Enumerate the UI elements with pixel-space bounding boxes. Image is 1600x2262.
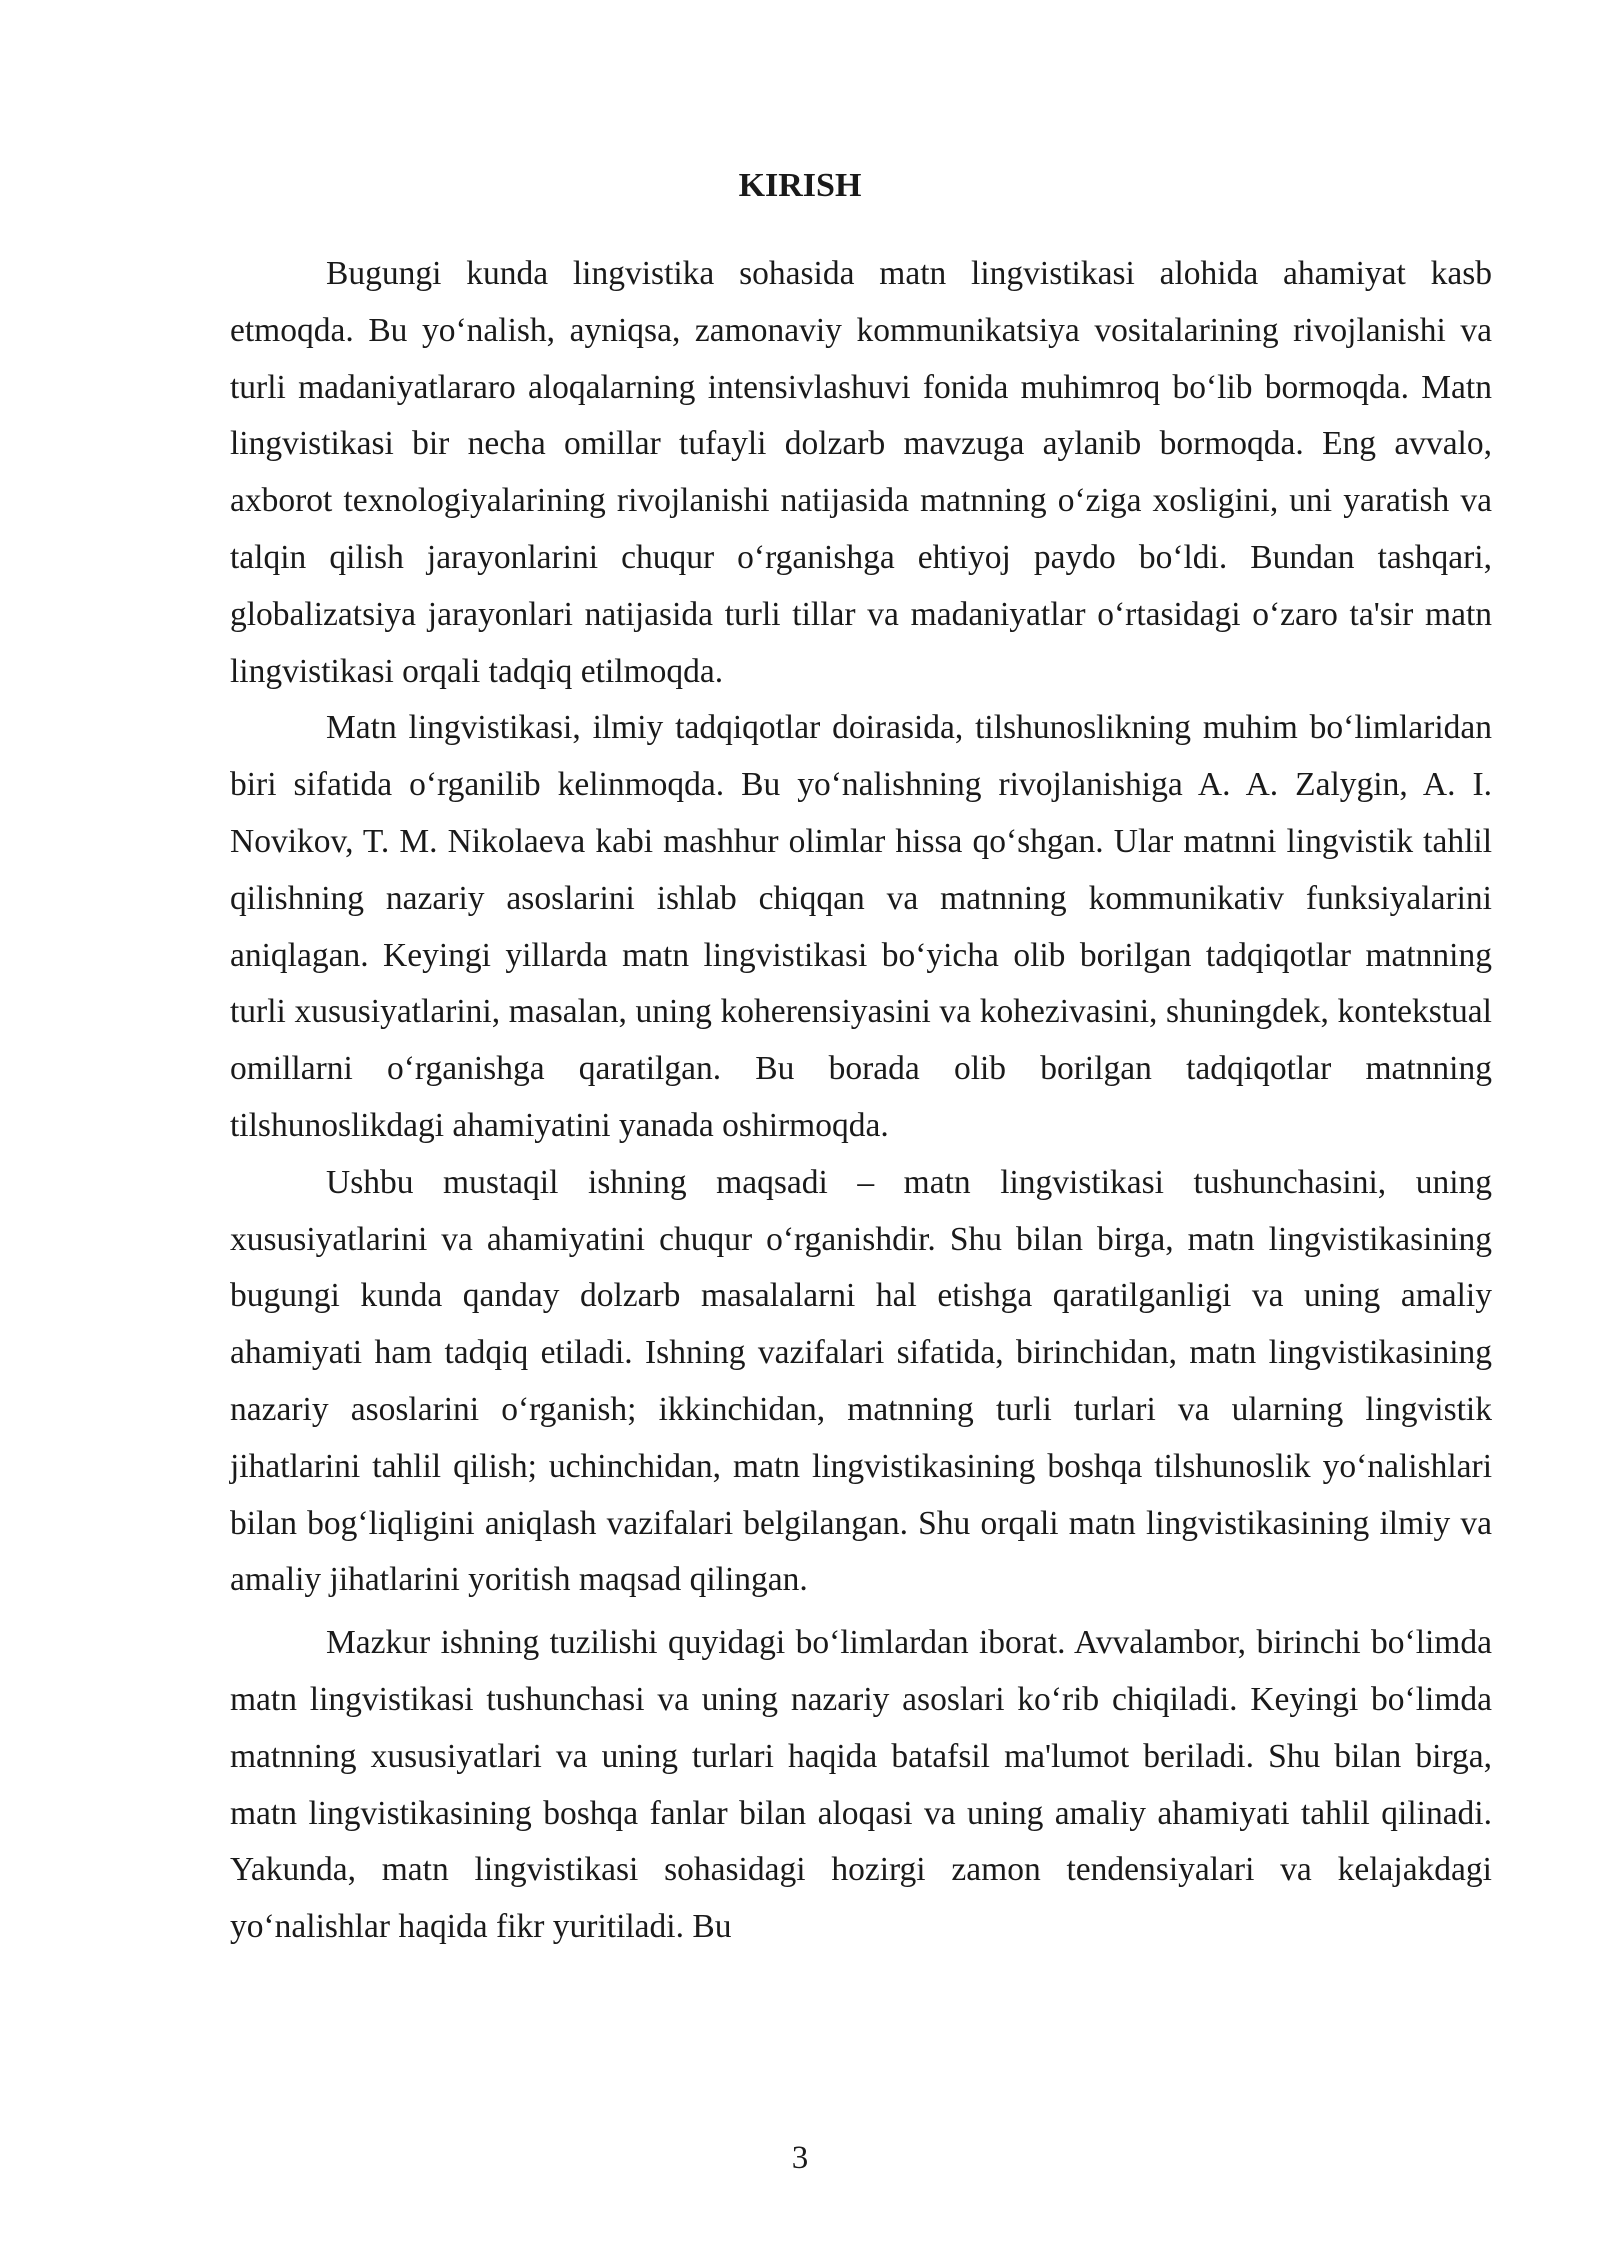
page-number: 3 xyxy=(791,2140,809,2176)
paragraph-3: Ushbu mustaqil ishning maqsadi – matn lingvistikasi tushunchasini, uning xususiyatlarini va ahamiyatini chuqur o‘rganishdir. Shu bilan birga, matn lingvistikasining bugungi kunda qanday dolzarb masalalarni hal etishga qaratilganligi va uning amaliy ahamiyati ham tadqiq etiladi. Ishning vazifalari sifatida, birinchidan, matn lingvistikasining nazariy asoslarini o‘rganish; ikkinchidan, matnning turli turlari va ularning lingvistik jihatlarini tahlil qilish; uchinchidan, matn lingvistikasining boshqa tilshunoslik yo‘nalishlari bilan bog‘liqligini aniqlash vazifalari belgilangan. Shu orqali matn lingvistikasining ilmiy va amaliy jihatlarini yoritish maqsad qilingan. xyxy=(230,1163,1492,1599)
paragraph-1: Bugungi kunda lingvistika sohasida matn lingvistikasi alohida ahamiyat kasb etmoqda. Bu yo‘nalish, ayniqsa, zamonaviy kommunikatsiya vositalarining rivojlanishi va turli madaniyatlararo aloqalarning intensivlashuvi fonida muhimroq bo‘lib bormoqda. Matn lingvistikasi bir necha omillar tufayli dolzarb mavzuga aylanib bormoqda. Eng avvalo, axborot texnologiyalarining rivojlanishi natijasida matnning o‘ziga xosligini, uni yaratish va talqin qilish jarayonlarini chuqur o‘rganishga ehtiyoj paydo bo‘ldi. Bundan tashqari, globalizatsiya jarayonlari natijasida turli tillar va madaniyatlar o‘rtasidagi o‘zaro ta'sir matn lingvistikasi orqali tadqiq etilmoqda. xyxy=(230,255,1492,690)
body-text xyxy=(230,246,1492,1956)
paragraph-2: Matn lingvistikasi, ilmiy tadqiqotlar doirasida, tilshunoslikning muhim bo‘limlaridan biri sifatida o‘rganilib kelinmoqda. Bu yo‘nalishning rivojlanishiga A. A. Zalygin, A. I. Novikov, T. M. Nikolaeva kabi mashhur olimlar hissa qo‘shgan. Ular matnni lingvistik tahlil qilishning nazariy asoslarini ishlab chiqqan va matnning kommunikativ funksiyalarini aniqlagan. Keyingi yillarda matn lingvistikasi bo‘yicha olib borilgan tadqiqotlar matnning turli xususiyatlarini, masalan, uning koherensiyasini va kohezivasini, shuningdek, kontekstual omillarni o‘rganishga qaratilgan. Bu borada olib borilgan tadqiqotlar matnning tilshunoslikdagi ahamiyatini yanada oshirmoqda. xyxy=(230,709,1492,1144)
paragraph-4: Mazkur ishning tuzilishi quyidagi bo‘limlardan iborat. Avvalambor, birinchi bo‘limda matn lingvistikasi tushunchasi va uning nazariy asoslari ko‘rib chiqiladi. Keyingi bo‘limda matnning xususiyatlari va uning turlari haqida batafsil ma'lumot beriladi. Shu bilan birga, matn lingvistikasining boshqa fanlar bilan aloqasi va uning amaliy ahamiyati tahlil qilinadi. Yakunda, matn lingvistikasi sohasidagi hozirgi zamon tendensiyalari va kelajakdagi yo‘nalishlar haqida fikr yuritiladi. Bu xyxy=(230,1624,1492,1946)
section-heading: KIRISH xyxy=(738,167,862,204)
